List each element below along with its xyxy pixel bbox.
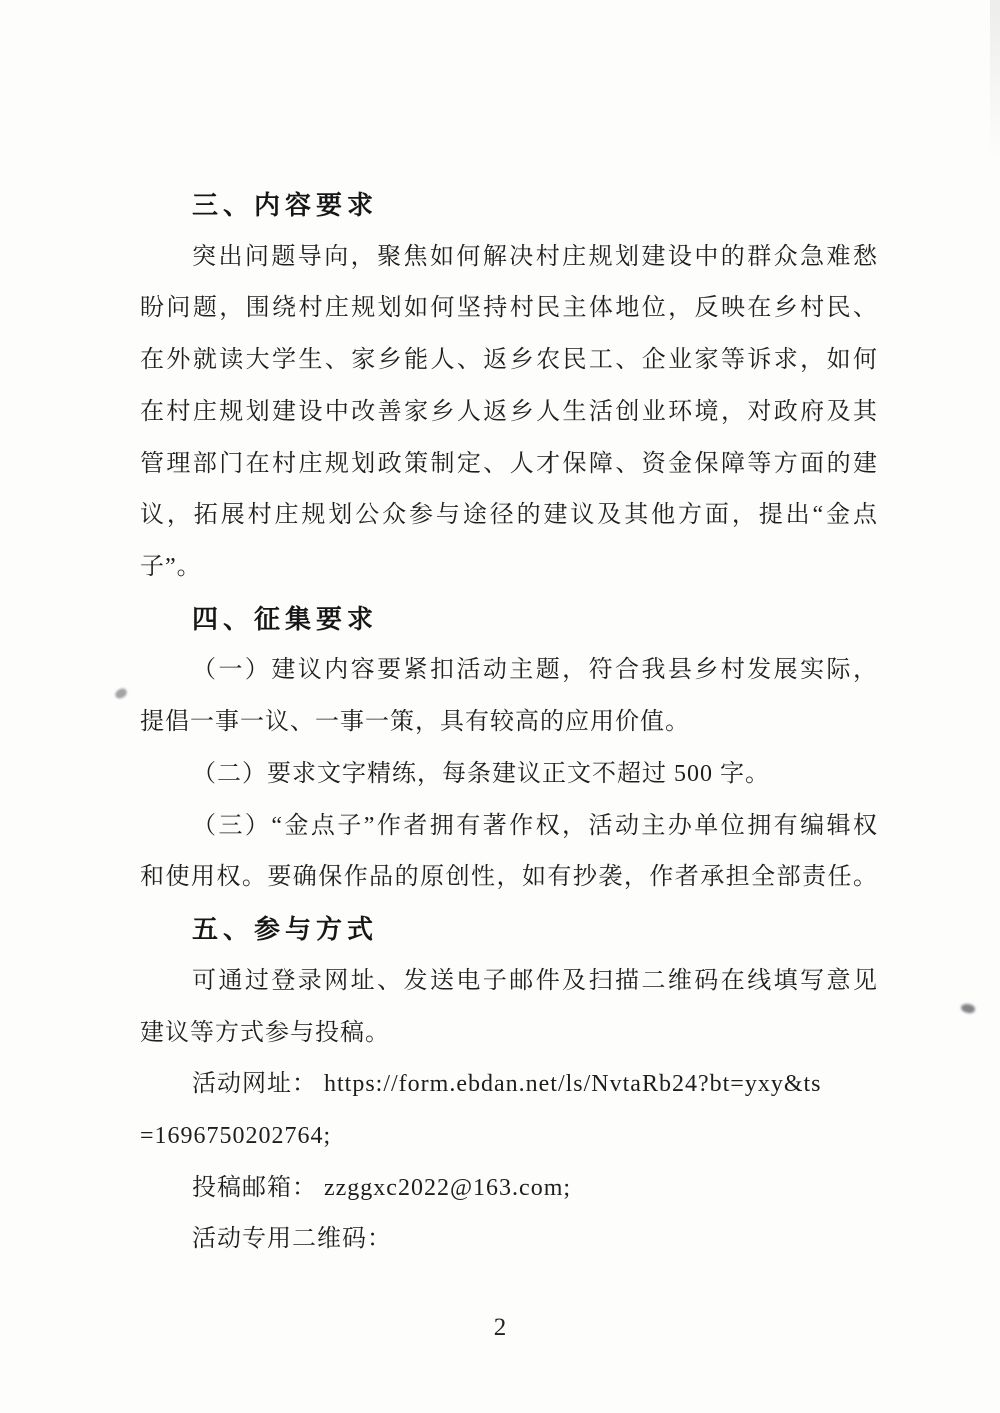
page-number: 2 (493, 1314, 507, 1341)
section-5-heading: 五、参与方式 (192, 914, 379, 945)
paragraph-line: 管理部门在村庄规划政策制定、人才保障、资金保障等方面的建 (140, 450, 878, 477)
activity-url-line: 活动网址： https://form.ebdan.net/ls/NvtaRb24?bt=yxy&ts (192, 1071, 822, 1098)
paragraph-line: 可通过登录网址、发送电子邮件及扫描二维码在线填写意见 (192, 967, 878, 994)
paragraph-line: （二）要求文字精练，每条建议正文不超过 500 字。 (192, 760, 770, 787)
scan-speck (960, 1003, 975, 1014)
paragraph-line: 和使用权。要确保作品的原创性，如有抄袭，作者承担全部责任。 (140, 864, 878, 891)
paragraph-line: 子”。 (140, 554, 202, 581)
document-body (140, 180, 878, 1266)
paragraph-line: 提倡一事一议、一事一策，具有较高的应用价值。 (140, 709, 690, 736)
paragraph-line: 突出问题导向，聚焦如何解决村庄规划建设中的群众急难愁 (192, 243, 878, 270)
section-4-heading: 四、征集要求 (192, 603, 379, 634)
activity-url-line: =1696750202764; (140, 1122, 332, 1149)
paragraph-line: （三）“金点子”作者拥有著作权，活动主办单位拥有编辑权 (192, 812, 878, 839)
paragraph-line: 在外就读大学生、家乡能人、返乡农民工、企业家等诉求，如何 (140, 347, 878, 374)
submission-email-line: 投稿邮箱： zzggxc2022@163.com; (192, 1174, 572, 1201)
scan-speck (114, 687, 128, 700)
paragraph-line: 建议等方式参与投稿。 (140, 1019, 390, 1046)
paragraph-line: （一）建议内容要紧扣活动主题，符合我县乡村发展实际， (192, 657, 878, 684)
paragraph-line: 盼问题，围绕村庄规划如何坚持村民主体地位，反映在乡村民、 (140, 295, 878, 322)
qr-code-caption-line: 活动专用二维码： (192, 1226, 392, 1253)
paragraph-line: 议，拓展村庄规划公众参与途径的建议及其他方面，提出“金点 (140, 502, 878, 529)
section-3-heading: 三、内容要求 (192, 190, 379, 220)
paragraph-line: 在村庄规划建设中改善家乡人返乡人生活创业环境，对政府及其 (140, 398, 878, 425)
